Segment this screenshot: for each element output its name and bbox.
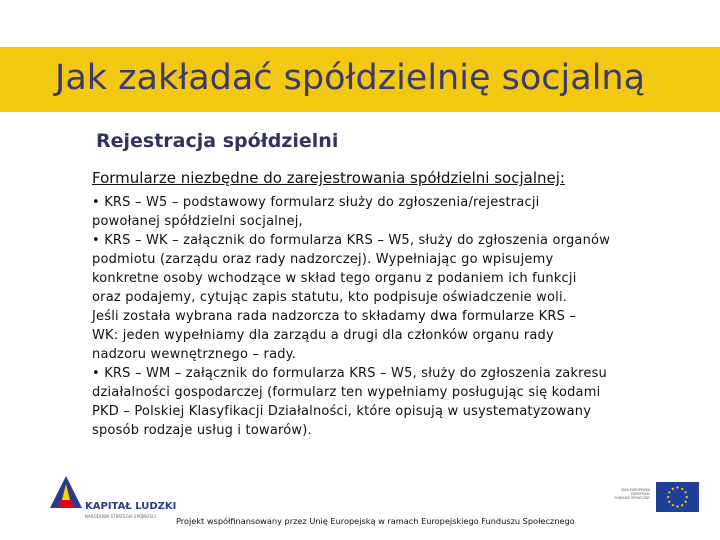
body-line: powołanej spółdzielni socjalnej,: [92, 214, 303, 229]
body-line: • KRS – WM – załącznik do formularza KRS – W5, służy do zgłoszenia zakresu: [92, 366, 607, 381]
logo-left-subtext: NARODOWA STRATEGIA SPÓJNOŚCI: [85, 514, 156, 519]
body-line: konkretne osoby wchodzące w skład tego organu z podaniem ich funkcji: [92, 271, 577, 286]
eu-text-line: EUROPEJSKI: [630, 492, 650, 496]
body-line: Jeśli została wybrana rada nadzorcza to składamy dwa formularze KRS –: [92, 309, 577, 324]
title-bar: [0, 47, 720, 112]
body-line: sposób rodzaje usług i towarów).: [92, 423, 312, 438]
body-line: nadzoru wewnętrznego – rady.: [92, 347, 297, 362]
body-line: działalności gospodarczej (formularz ten wypełniamy posługując się kodami: [92, 385, 601, 400]
eu-text-line: UNIA EUROPEJSKA: [620, 488, 650, 492]
body-line: WK: jeden wypełniamy dla zarządu a drugi dla członków organu rady: [92, 328, 554, 343]
eu-flag-icon: [656, 482, 699, 512]
body-line: podmiotu (zarządu oraz rady nadzorczej). Wypełniając go wpisujemy: [92, 252, 554, 267]
logo-left-text: KAPITAŁ LUDZKI: [85, 501, 177, 512]
body-line: • KRS – W5 – podstawowy formularz służy do zgłoszenia/rejestracji: [92, 195, 540, 210]
eu-text-line: FUNDUSZ SPOŁECZNY: [614, 496, 650, 500]
eu-logo: [602, 482, 702, 514]
funding-caption: Projekt współfinansowany przez Unię Europejską w ramach Europejskiego Funduszu Społecznego: [176, 516, 575, 526]
kapital-ludzki-logo: [48, 472, 178, 520]
eu-logo-text: [602, 488, 650, 500]
body-line: PKD – Polskiej Klasyfikacji Działalności, które opisują w usystematyzowany: [92, 404, 592, 419]
section-heading: Formularze niezbędne do zarejestrowania spółdzielni socjalnej:: [92, 169, 565, 187]
kapital-ludzki-emblem-icon: [48, 472, 84, 512]
body-line: • KRS – WK – załącznik do formularza KRS – W5, służy do zgłoszenia organów: [92, 233, 611, 248]
slide-subtitle: Rejestracja spółdzielni: [96, 130, 339, 152]
slide-title: Jak zakładać spółdzielnię socjalną: [55, 58, 646, 98]
body-line: oraz podajemy, cytując zapis statutu, kto podpisuje oświadczenie woli.: [92, 290, 568, 305]
body-text: [92, 193, 662, 440]
